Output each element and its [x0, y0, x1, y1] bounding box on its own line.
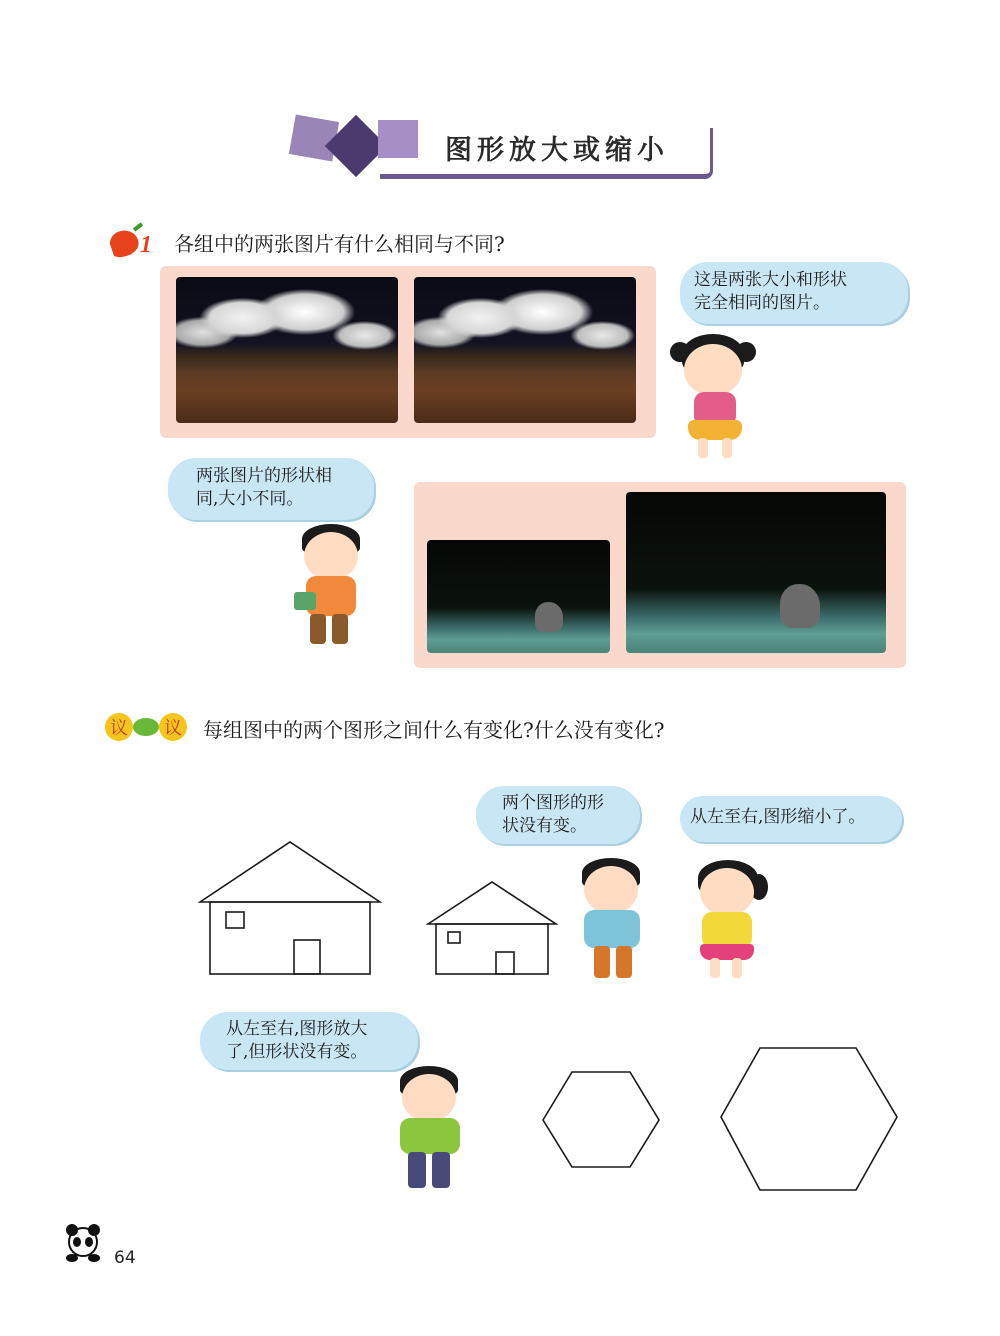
- discussion-question: 每组图中的两个图形之间什么有变化?什么没有变化?: [203, 718, 665, 742]
- elephant-figure-small: [535, 602, 563, 632]
- elephant-photo-small: [427, 540, 610, 653]
- girl-speech-line-2: 完全相同的图片。: [694, 293, 830, 313]
- girl-speech-bubble: [680, 262, 908, 324]
- girl-speech-line-1: 这是两张大小和形状: [694, 270, 847, 290]
- landscape-photo-right: [414, 277, 636, 423]
- house-small: [428, 882, 556, 974]
- discussion-badge: [104, 710, 188, 744]
- house-large: [200, 842, 380, 974]
- boy2-speech-bubble: [476, 786, 640, 844]
- boy2-character: [572, 856, 668, 986]
- boy-character: [290, 522, 382, 652]
- boy-speech-bubble: [168, 458, 374, 520]
- girl-character: [660, 330, 770, 465]
- hexagon-large: [721, 1048, 897, 1190]
- boy3-speech-line-2: 了,但形状没有变。: [226, 1042, 368, 1062]
- girl2-speech-bubble: [680, 796, 902, 842]
- page-title: 图形放大或缩小: [445, 135, 669, 166]
- girl2-character: [688, 858, 772, 988]
- example-number-badge: [104, 222, 162, 262]
- svg-text:议: 议: [164, 718, 182, 739]
- panda-icon: [60, 1220, 106, 1266]
- example-question: 各组中的两张图片有什么相同与不同?: [174, 232, 505, 256]
- page-number: 64: [114, 1248, 136, 1268]
- hexagons-figure: [538, 1044, 904, 1196]
- example-number: 1: [140, 232, 152, 258]
- hexagon-small: [543, 1072, 659, 1167]
- boy-speech-line-1: 两张图片的形状相: [196, 466, 332, 486]
- elephant-figure-large: [780, 584, 820, 628]
- boy2-speech-line-2: 状没有变。: [502, 816, 587, 836]
- boy3-speech-bubble: [200, 1012, 418, 1070]
- boy2-speech-line-1: 两个图形的形: [502, 793, 604, 813]
- boy3-speech-line-1: 从左至右,图形放大: [226, 1019, 368, 1039]
- girl2-speech-text: 从左至右,图形缩小了。: [690, 807, 866, 827]
- landscape-photo-left: [176, 277, 398, 423]
- houses-figure: [196, 836, 586, 982]
- boy-speech-line-2: 同,大小不同。: [196, 489, 304, 509]
- svg-text:议: 议: [110, 718, 128, 739]
- boy3-character: [386, 1064, 482, 1194]
- elephant-photo-large: [626, 492, 886, 653]
- pepper-icon: [110, 231, 139, 257]
